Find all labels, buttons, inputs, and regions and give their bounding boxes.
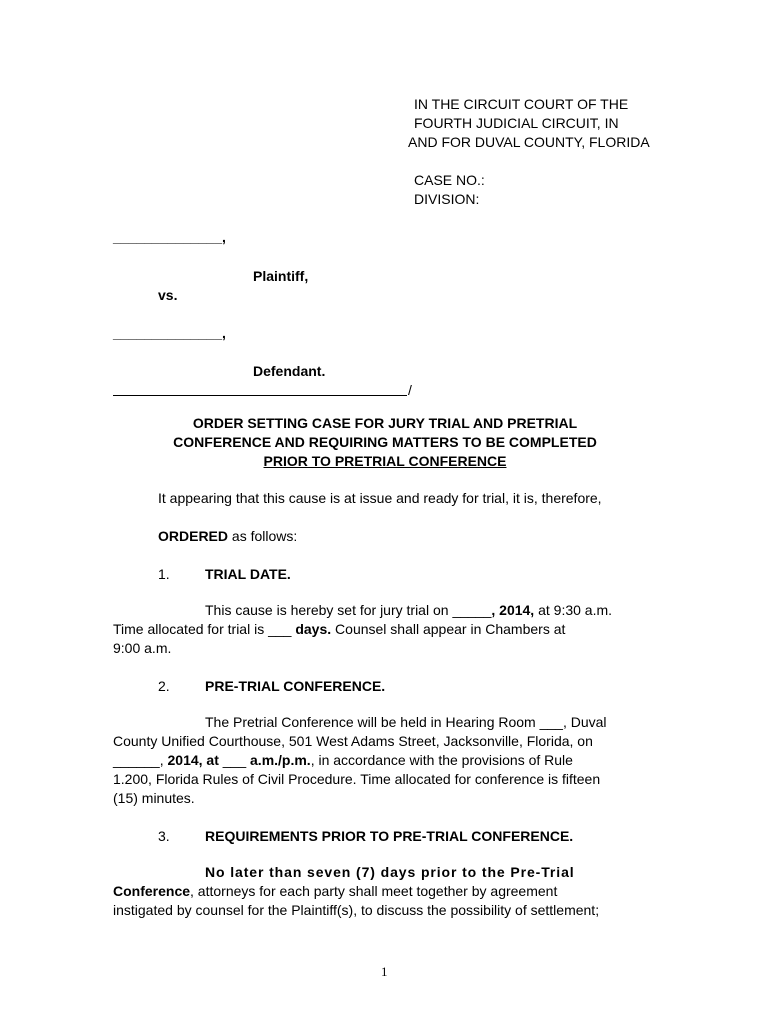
section-2-line-5: (15) minutes. — [113, 790, 195, 806]
conference-date-blank: ______ — [113, 752, 160, 768]
section-3-line-3: instigated by counsel for the Plaintiff(s), to discuss the possibility of settlement; — [113, 902, 600, 918]
section-2-number: 2. — [158, 678, 170, 694]
versus-label: vs. — [158, 287, 178, 303]
court-line-3: AND FOR DUVAL COUNTY, FLORIDA — [408, 134, 650, 150]
section-2-heading: PRE-TRIAL CONFERENCE. — [205, 678, 386, 694]
s1-l1-text: This cause is hereby set for jury trial on — [205, 602, 453, 618]
s2-l1-rest: , Duval — [562, 714, 607, 730]
trial-date-blank: _____ — [452, 602, 492, 618]
case-number-label: CASE NO.: — [414, 172, 485, 188]
section-2-line-4: 1.200, Florida Rules of Civil Procedure. Time allocated for conference is fifteen — [113, 771, 601, 787]
trial-time: at 9:30 a.m. — [534, 602, 613, 618]
section-3-number: 3. — [158, 828, 170, 844]
ordered-word: ORDERED — [158, 528, 229, 544]
trial-year: , 2014, — [491, 602, 535, 618]
s2-l3-rest: , in accordance with the provisions of Rule — [310, 752, 573, 768]
s2-l3-comma: , — [159, 752, 168, 768]
trial-days-blank: ___ — [268, 621, 292, 637]
ordered-line — [158, 527, 297, 545]
s3-l2-rest: , attorneys for each party shall meet together by agreement — [190, 883, 558, 899]
section-1-line-2 — [113, 620, 565, 638]
intro-paragraph: It appearing that this cause is at issue and ready for trial, it is, therefore, — [158, 490, 602, 506]
plaintiff-label: Plaintiff, — [253, 268, 309, 284]
hearing-room-blank: ___ — [539, 714, 563, 730]
defendant-blank: ______________, — [113, 325, 226, 341]
section-1-line-3: 9:00 a.m. — [113, 640, 172, 656]
conference-time-blank: ___ — [222, 752, 247, 768]
section-2-line-2: County Unified Courthouse, 501 West Adams Street, Jacksonville, Florida, on — [113, 733, 593, 749]
court-line-1: IN THE CIRCUIT COURT OF THE — [414, 96, 629, 112]
section-3-line-1: No later than seven (7) days prior to the Pre-Trial — [205, 864, 575, 880]
section-2-line-1 — [205, 713, 607, 731]
caption-slash: / — [408, 382, 412, 398]
section-1-number: 1. — [158, 566, 170, 582]
division-label: DIVISION: — [414, 191, 480, 207]
section-3-line-2 — [113, 882, 557, 900]
defendant-label: Defendant. — [253, 363, 326, 379]
trial-days-label: days. — [291, 621, 332, 637]
section-3-heading: REQUIREMENTS PRIOR TO PRE-TRIAL CONFERENCE. — [205, 828, 574, 844]
section-2-line-3 — [113, 751, 573, 769]
section-1-heading: TRIAL DATE. — [205, 566, 291, 582]
order-title-line-3: PRIOR TO PRETRIAL CONFERENCE — [263, 453, 507, 469]
conference-word: Conference — [113, 883, 191, 899]
ordered-rest: as follows: — [231, 528, 298, 544]
conference-year: 2014, at — [167, 752, 223, 768]
page-number: 1 — [381, 964, 388, 979]
conference-ampm: a.m./p.m. — [246, 752, 311, 768]
section-1-line-1 — [205, 601, 612, 619]
s1-l2-rest: Counsel shall appear in Chambers at — [331, 621, 566, 637]
court-line-2: FOURTH JUDICIAL CIRCUIT, IN — [414, 115, 619, 131]
s2-l1-text: The Pretrial Conference will be held in Hearing Room — [205, 714, 540, 730]
order-title-line-2: CONFERENCE AND REQUIRING MATTERS TO BE COMPLETED — [173, 434, 597, 450]
s1-l2-text: Time allocated for trial is — [113, 621, 269, 637]
caption-rule — [113, 395, 407, 396]
order-title-line-1: ORDER SETTING CASE FOR JURY TRIAL AND PRETRIAL — [192, 415, 578, 431]
plaintiff-blank: ______________, — [113, 229, 226, 245]
